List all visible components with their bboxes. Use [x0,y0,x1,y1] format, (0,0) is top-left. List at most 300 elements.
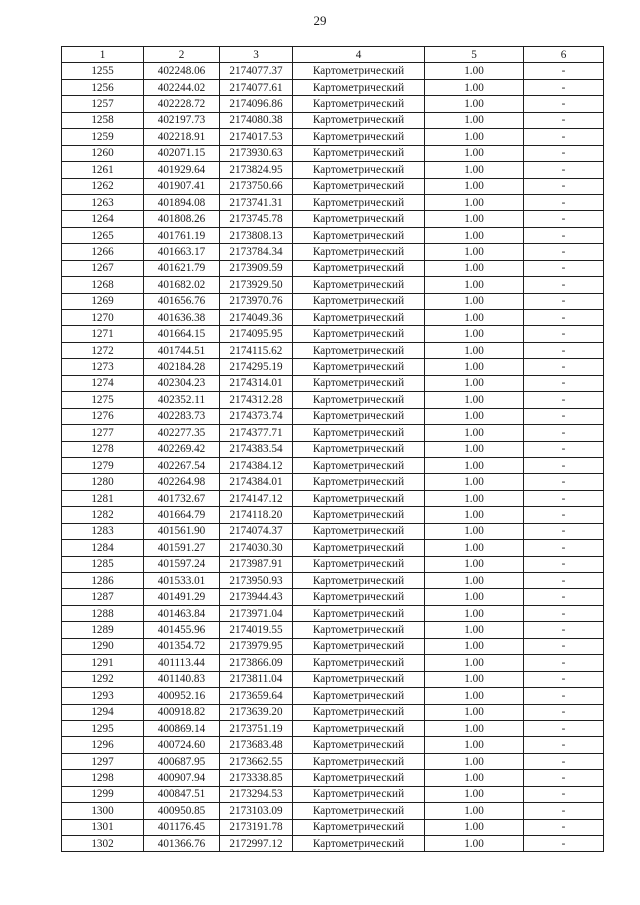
x-coordinate-cell: 401744.51 [144,342,220,358]
description-cell: - [524,457,604,473]
x-coordinate-cell: 401561.90 [144,523,220,539]
method-cell: Картометрический [293,260,425,276]
table-row [62,162,604,178]
table-row [62,178,604,194]
accuracy-cell: 1.00 [425,227,524,243]
x-coordinate-cell: 402071.15 [144,145,220,161]
accuracy-cell: 1.00 [425,622,524,638]
coordinates-table-container [61,46,603,852]
x-coordinate-cell: 401591.27 [144,540,220,556]
y-coordinate-cell: 2173784.34 [220,244,293,260]
description-cell: - [524,425,604,441]
method-cell: Картометрический [293,720,425,736]
method-cell: Картометрический [293,63,425,79]
column-header-x: 2 [144,47,220,63]
description-cell: - [524,112,604,128]
point-number-cell: 1289 [62,622,144,638]
accuracy-cell: 1.00 [425,145,524,161]
x-coordinate-cell: 401491.29 [144,589,220,605]
method-cell: Картометрический [293,326,425,342]
x-coordinate-cell: 402269.42 [144,441,220,457]
method-cell: Картометрический [293,392,425,408]
description-cell: - [524,326,604,342]
method-cell: Картометрический [293,162,425,178]
accuracy-cell: 1.00 [425,803,524,819]
accuracy-cell: 1.00 [425,162,524,178]
description-cell: - [524,704,604,720]
y-coordinate-cell: 2173811.04 [220,671,293,687]
x-coordinate-cell: 401140.83 [144,671,220,687]
description-cell: - [524,753,604,769]
y-coordinate-cell: 2174077.61 [220,79,293,95]
description-cell: - [524,770,604,786]
accuracy-cell: 1.00 [425,96,524,112]
description-cell: - [524,622,604,638]
y-coordinate-cell: 2174384.12 [220,457,293,473]
description-cell: - [524,786,604,802]
accuracy-cell: 1.00 [425,178,524,194]
point-number-cell: 1264 [62,211,144,227]
x-coordinate-cell: 401597.24 [144,556,220,572]
accuracy-cell: 1.00 [425,277,524,293]
accuracy-cell: 1.00 [425,737,524,753]
method-cell: Картометрический [293,836,425,852]
x-coordinate-cell: 402218.91 [144,129,220,145]
x-coordinate-cell: 400918.82 [144,704,220,720]
x-coordinate-cell: 402248.06 [144,63,220,79]
table-row [62,342,604,358]
point-number-cell: 1269 [62,293,144,309]
point-number-cell: 1285 [62,556,144,572]
y-coordinate-cell: 2173950.93 [220,573,293,589]
method-cell: Картометрический [293,638,425,654]
x-coordinate-cell: 401656.76 [144,293,220,309]
accuracy-cell: 1.00 [425,359,524,375]
y-coordinate-cell: 2174373.74 [220,408,293,424]
accuracy-cell: 1.00 [425,392,524,408]
table-row [62,638,604,654]
point-number-cell: 1262 [62,178,144,194]
table-row [62,96,604,112]
accuracy-cell: 1.00 [425,573,524,589]
method-cell: Картометрический [293,490,425,506]
table-row [62,293,604,309]
y-coordinate-cell: 2173824.95 [220,162,293,178]
y-coordinate-cell: 2174017.53 [220,129,293,145]
y-coordinate-cell: 2174314.01 [220,375,293,391]
description-cell: - [524,293,604,309]
point-number-cell: 1288 [62,605,144,621]
point-number-cell: 1267 [62,260,144,276]
description-cell: - [524,194,604,210]
accuracy-cell: 1.00 [425,63,524,79]
method-cell: Картометрический [293,277,425,293]
table-row [62,112,604,128]
accuracy-cell: 1.00 [425,704,524,720]
table-row [62,63,604,79]
point-number-cell: 1287 [62,589,144,605]
method-cell: Картометрический [293,342,425,358]
method-cell: Картометрический [293,178,425,194]
y-coordinate-cell: 2173338.85 [220,770,293,786]
point-number-cell: 1259 [62,129,144,145]
x-coordinate-cell: 402197.73 [144,112,220,128]
accuracy-cell: 1.00 [425,688,524,704]
method-cell: Картометрический [293,589,425,605]
table-row [62,803,604,819]
table-row [62,671,604,687]
table-row [62,227,604,243]
table-row [62,441,604,457]
y-coordinate-cell: 2173741.31 [220,194,293,210]
x-coordinate-cell: 401663.17 [144,244,220,260]
accuracy-cell: 1.00 [425,474,524,490]
method-cell: Картометрический [293,786,425,802]
table-row [62,145,604,161]
description-cell: - [524,392,604,408]
point-number-cell: 1256 [62,79,144,95]
method-cell: Картометрический [293,655,425,671]
accuracy-cell: 1.00 [425,720,524,736]
point-number-cell: 1286 [62,573,144,589]
accuracy-cell: 1.00 [425,293,524,309]
method-cell: Картометрический [293,803,425,819]
table-row [62,310,604,326]
table-row [62,211,604,227]
accuracy-cell: 1.00 [425,523,524,539]
y-coordinate-cell: 2173987.91 [220,556,293,572]
point-number-cell: 1274 [62,375,144,391]
accuracy-cell: 1.00 [425,589,524,605]
y-coordinate-cell: 2173929.50 [220,277,293,293]
point-number-cell: 1298 [62,770,144,786]
description-cell: - [524,211,604,227]
description-cell: - [524,129,604,145]
table-row [62,277,604,293]
point-number-cell: 1301 [62,819,144,835]
table-row [62,605,604,621]
y-coordinate-cell: 2174312.28 [220,392,293,408]
table-header [62,47,604,63]
x-coordinate-cell: 400952.16 [144,688,220,704]
table-row [62,523,604,539]
accuracy-cell: 1.00 [425,310,524,326]
table-row [62,244,604,260]
method-cell: Картометрический [293,540,425,556]
table-row [62,425,604,441]
y-coordinate-cell: 2174095.95 [220,326,293,342]
y-coordinate-cell: 2173808.13 [220,227,293,243]
y-coordinate-cell: 2174080.38 [220,112,293,128]
table-row [62,655,604,671]
method-cell: Картометрический [293,507,425,523]
method-cell: Картометрический [293,293,425,309]
point-number-cell: 1297 [62,753,144,769]
point-number-cell: 1290 [62,638,144,654]
description-cell: - [524,79,604,95]
y-coordinate-cell: 2173683.48 [220,737,293,753]
method-cell: Картометрический [293,112,425,128]
x-coordinate-cell: 401907.41 [144,178,220,194]
y-coordinate-cell: 2173970.76 [220,293,293,309]
y-coordinate-cell: 2173930.63 [220,145,293,161]
x-coordinate-cell: 401533.01 [144,573,220,589]
table-row [62,737,604,753]
accuracy-cell: 1.00 [425,556,524,572]
table-row [62,359,604,375]
description-cell: - [524,507,604,523]
y-coordinate-cell: 2174295.19 [220,359,293,375]
x-coordinate-cell: 401621.79 [144,260,220,276]
method-cell: Картометрический [293,573,425,589]
table-row [62,457,604,473]
point-number-cell: 1296 [62,737,144,753]
description-cell: - [524,638,604,654]
x-coordinate-cell: 401761.19 [144,227,220,243]
description-cell: - [524,63,604,79]
description-cell: - [524,359,604,375]
description-cell: - [524,441,604,457]
x-coordinate-cell: 402352.11 [144,392,220,408]
x-coordinate-cell: 402264.98 [144,474,220,490]
accuracy-cell: 1.00 [425,244,524,260]
y-coordinate-cell: 2174147.12 [220,490,293,506]
description-cell: - [524,540,604,556]
x-coordinate-cell: 401113.44 [144,655,220,671]
accuracy-cell: 1.00 [425,836,524,852]
x-coordinate-cell: 402267.54 [144,457,220,473]
accuracy-cell: 1.00 [425,786,524,802]
y-coordinate-cell: 2173971.04 [220,605,293,621]
y-coordinate-cell: 2173745.78 [220,211,293,227]
column-header-accuracy: 5 [425,47,524,63]
method-cell: Картометрический [293,737,425,753]
x-coordinate-cell: 401636.38 [144,310,220,326]
y-coordinate-cell: 2173751.19 [220,720,293,736]
description-cell: - [524,556,604,572]
table-row [62,540,604,556]
x-coordinate-cell: 401894.08 [144,194,220,210]
accuracy-cell: 1.00 [425,194,524,210]
table-row [62,704,604,720]
method-cell: Картометрический [293,622,425,638]
point-number-cell: 1268 [62,277,144,293]
x-coordinate-cell: 402277.35 [144,425,220,441]
table-row [62,836,604,852]
x-coordinate-cell: 401366.76 [144,836,220,852]
point-number-cell: 1273 [62,359,144,375]
description-cell: - [524,490,604,506]
y-coordinate-cell: 2174074.37 [220,523,293,539]
point-number-cell: 1277 [62,425,144,441]
accuracy-cell: 1.00 [425,819,524,835]
x-coordinate-cell: 401664.79 [144,507,220,523]
x-coordinate-cell: 400724.60 [144,737,220,753]
method-cell: Картометрический [293,310,425,326]
x-coordinate-cell: 401929.64 [144,162,220,178]
accuracy-cell: 1.00 [425,112,524,128]
point-number-cell: 1257 [62,96,144,112]
table-row [62,688,604,704]
accuracy-cell: 1.00 [425,655,524,671]
header-row [62,47,604,63]
method-cell: Картометрический [293,145,425,161]
y-coordinate-cell: 2173750.66 [220,178,293,194]
y-coordinate-cell: 2174377.71 [220,425,293,441]
description-cell: - [524,227,604,243]
accuracy-cell: 1.00 [425,638,524,654]
method-cell: Картометрический [293,359,425,375]
x-coordinate-cell: 401176.45 [144,819,220,835]
description-cell: - [524,589,604,605]
point-number-cell: 1302 [62,836,144,852]
accuracy-cell: 1.00 [425,326,524,342]
x-coordinate-cell: 400687.95 [144,753,220,769]
description-cell: - [524,671,604,687]
point-number-cell: 1284 [62,540,144,556]
point-number-cell: 1276 [62,408,144,424]
table-row [62,507,604,523]
y-coordinate-cell: 2173909.59 [220,260,293,276]
point-number-cell: 1281 [62,490,144,506]
point-number-cell: 1280 [62,474,144,490]
table-row [62,819,604,835]
method-cell: Картометрический [293,129,425,145]
x-coordinate-cell: 402244.02 [144,79,220,95]
description-cell: - [524,474,604,490]
y-coordinate-cell: 2173103.09 [220,803,293,819]
point-number-cell: 1260 [62,145,144,161]
y-coordinate-cell: 2174384.01 [220,474,293,490]
method-cell: Картометрический [293,457,425,473]
y-coordinate-cell: 2174049.36 [220,310,293,326]
method-cell: Картометрический [293,523,425,539]
y-coordinate-cell: 2173659.64 [220,688,293,704]
accuracy-cell: 1.00 [425,129,524,145]
x-coordinate-cell: 401732.67 [144,490,220,506]
table-row [62,194,604,210]
table-row [62,326,604,342]
x-coordinate-cell: 401354.72 [144,638,220,654]
accuracy-cell: 1.00 [425,507,524,523]
description-cell: - [524,720,604,736]
point-number-cell: 1279 [62,457,144,473]
method-cell: Картометрический [293,227,425,243]
method-cell: Картометрический [293,671,425,687]
method-cell: Картометрический [293,556,425,572]
x-coordinate-cell: 402304.23 [144,375,220,391]
table-row [62,770,604,786]
column-header-point-number: 1 [62,47,144,63]
point-number-cell: 1300 [62,803,144,819]
description-cell: - [524,244,604,260]
description-cell: - [524,96,604,112]
point-number-cell: 1291 [62,655,144,671]
point-number-cell: 1265 [62,227,144,243]
y-coordinate-cell: 2174383.54 [220,441,293,457]
table-row [62,260,604,276]
table-row [62,786,604,802]
description-cell: - [524,803,604,819]
point-number-cell: 1292 [62,671,144,687]
description-cell: - [524,178,604,194]
column-header-description: 6 [524,47,604,63]
method-cell: Картометрический [293,688,425,704]
table-row [62,408,604,424]
y-coordinate-cell: 2173662.55 [220,753,293,769]
description-cell: - [524,162,604,178]
x-coordinate-cell: 402283.73 [144,408,220,424]
point-number-cell: 1271 [62,326,144,342]
description-cell: - [524,655,604,671]
x-coordinate-cell: 401463.84 [144,605,220,621]
y-coordinate-cell: 2173866.09 [220,655,293,671]
x-coordinate-cell: 401682.02 [144,277,220,293]
point-number-cell: 1278 [62,441,144,457]
table-row [62,573,604,589]
accuracy-cell: 1.00 [425,753,524,769]
description-cell: - [524,573,604,589]
point-number-cell: 1294 [62,704,144,720]
accuracy-cell: 1.00 [425,425,524,441]
method-cell: Картометрический [293,605,425,621]
method-cell: Картометрический [293,194,425,210]
x-coordinate-cell: 400869.14 [144,720,220,736]
description-cell: - [524,605,604,621]
y-coordinate-cell: 2173294.53 [220,786,293,802]
accuracy-cell: 1.00 [425,540,524,556]
point-number-cell: 1272 [62,342,144,358]
description-cell: - [524,836,604,852]
description-cell: - [524,819,604,835]
point-number-cell: 1283 [62,523,144,539]
table-row [62,129,604,145]
description-cell: - [524,342,604,358]
table-row [62,556,604,572]
accuracy-cell: 1.00 [425,260,524,276]
y-coordinate-cell: 2174096.86 [220,96,293,112]
x-coordinate-cell: 402184.28 [144,359,220,375]
y-coordinate-cell: 2174030.30 [220,540,293,556]
table-row [62,474,604,490]
page-number: 29 [313,13,327,28]
description-cell: - [524,260,604,276]
point-number-cell: 1263 [62,194,144,210]
table-row [62,622,604,638]
accuracy-cell: 1.00 [425,79,524,95]
method-cell: Картометрический [293,474,425,490]
method-cell: Картометрический [293,375,425,391]
y-coordinate-cell: 2173639.20 [220,704,293,720]
method-cell: Картометрический [293,819,425,835]
description-cell: - [524,277,604,293]
accuracy-cell: 1.00 [425,457,524,473]
method-cell: Картометрический [293,425,425,441]
description-cell: - [524,310,604,326]
point-number-cell: 1255 [62,63,144,79]
table-row [62,375,604,391]
method-cell: Картометрический [293,770,425,786]
table-row [62,589,604,605]
method-cell: Картометрический [293,244,425,260]
table-row [62,490,604,506]
column-header-y: 3 [220,47,293,63]
method-cell: Картометрический [293,441,425,457]
description-cell: - [524,737,604,753]
accuracy-cell: 1.00 [425,490,524,506]
accuracy-cell: 1.00 [425,671,524,687]
point-number-cell: 1266 [62,244,144,260]
